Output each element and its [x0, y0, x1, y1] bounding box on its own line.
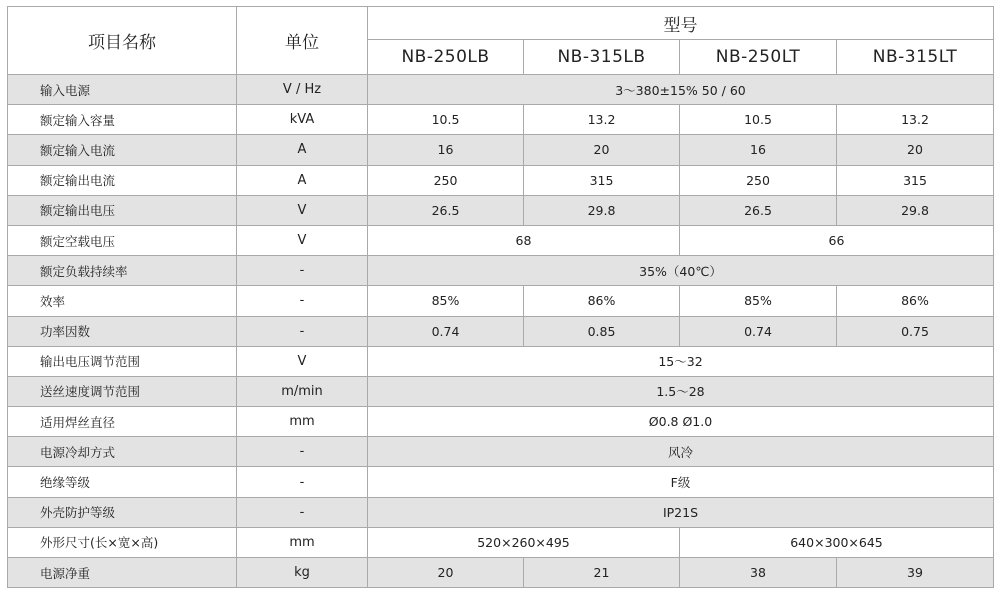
- row-unit: m/min: [237, 376, 368, 406]
- row-value: 520×260×495: [368, 527, 680, 557]
- row-value: 38: [680, 558, 837, 588]
- row-value: 16: [368, 135, 524, 165]
- row-value: 1.5～28: [368, 376, 994, 406]
- row-value: 3～380±15% 50 / 60: [368, 75, 994, 105]
- row-unit: mm: [237, 527, 368, 557]
- row-value: 85%: [368, 286, 524, 316]
- header-model: 型号: [368, 7, 994, 40]
- row-value: 26.5: [680, 195, 837, 225]
- row-value: 250: [368, 165, 524, 195]
- row-value: 250: [680, 165, 837, 195]
- table-row: [8, 165, 994, 195]
- row-name: 效率: [8, 286, 237, 316]
- header-model-3: NB-250LT: [680, 40, 837, 75]
- table-row: [8, 467, 994, 497]
- row-value: IP21S: [368, 497, 994, 527]
- row-unit: -: [237, 467, 368, 497]
- table-row: [8, 558, 994, 588]
- row-value: 86%: [837, 286, 994, 316]
- row-unit: mm: [237, 407, 368, 437]
- row-name: 额定输出电流: [8, 165, 237, 195]
- row-value: 85%: [680, 286, 837, 316]
- table-row: [8, 437, 994, 467]
- row-name: 外形尺寸(长×宽×高): [8, 527, 237, 557]
- row-value: 20: [368, 558, 524, 588]
- row-value: 10.5: [368, 105, 524, 135]
- row-value: F级: [368, 467, 994, 497]
- table-row: [8, 225, 994, 255]
- row-name: 电源冷却方式: [8, 437, 237, 467]
- table-row: [8, 316, 994, 346]
- spec-table: [7, 6, 994, 588]
- header-item-name: 项目名称: [8, 7, 237, 75]
- row-value: 26.5: [368, 195, 524, 225]
- row-value: 66: [680, 225, 994, 255]
- row-unit: -: [237, 316, 368, 346]
- table-row: [8, 286, 994, 316]
- table-row: [8, 105, 994, 135]
- header-row: [8, 7, 994, 40]
- row-value: 315: [524, 165, 680, 195]
- row-name: 额定负载持续率: [8, 256, 237, 286]
- row-unit: -: [237, 497, 368, 527]
- row-name: 送丝速度调节范围: [8, 376, 237, 406]
- row-name: 输入电源: [8, 75, 237, 105]
- table-row: [8, 135, 994, 165]
- header-model-1: NB-250LB: [368, 40, 524, 75]
- row-value: 0.85: [524, 316, 680, 346]
- row-unit: A: [237, 135, 368, 165]
- row-value: 风冷: [368, 437, 994, 467]
- row-value: 15～32: [368, 346, 994, 376]
- row-value: 39: [837, 558, 994, 588]
- table-row: [8, 407, 994, 437]
- row-name: 额定输出电压: [8, 195, 237, 225]
- row-value: 29.8: [837, 195, 994, 225]
- header-model-4: NB-315LT: [837, 40, 994, 75]
- table-row: [8, 376, 994, 406]
- row-unit: V: [237, 195, 368, 225]
- row-unit: A: [237, 165, 368, 195]
- row-unit: -: [237, 437, 368, 467]
- table-row: [8, 256, 994, 286]
- row-value: 0.74: [680, 316, 837, 346]
- row-value: 68: [368, 225, 680, 255]
- header-unit: 单位: [237, 7, 368, 75]
- table-row: [8, 346, 994, 376]
- row-value: 20: [837, 135, 994, 165]
- row-value: 0.74: [368, 316, 524, 346]
- row-value: 21: [524, 558, 680, 588]
- row-unit: kVA: [237, 105, 368, 135]
- header-model-2: NB-315LB: [524, 40, 680, 75]
- row-value: 10.5: [680, 105, 837, 135]
- row-unit: kg: [237, 558, 368, 588]
- row-unit: V: [237, 346, 368, 376]
- row-name: 功率因数: [8, 316, 237, 346]
- row-unit: V / Hz: [237, 75, 368, 105]
- row-unit: V: [237, 225, 368, 255]
- row-unit: -: [237, 286, 368, 316]
- row-unit: -: [237, 256, 368, 286]
- row-name: 输出电压调节范围: [8, 346, 237, 376]
- row-value: 86%: [524, 286, 680, 316]
- row-value: 13.2: [524, 105, 680, 135]
- row-name: 电源净重: [8, 558, 237, 588]
- row-name: 绝缘等级: [8, 467, 237, 497]
- table-row: [8, 75, 994, 105]
- row-value: 29.8: [524, 195, 680, 225]
- row-name: 外壳防护等级: [8, 497, 237, 527]
- row-name: 额定输入电流: [8, 135, 237, 165]
- row-name: 额定空载电压: [8, 225, 237, 255]
- row-value: 16: [680, 135, 837, 165]
- row-value: 315: [837, 165, 994, 195]
- row-name: 额定输入容量: [8, 105, 237, 135]
- table-row: [8, 195, 994, 225]
- row-value: 35%（40℃）: [368, 256, 994, 286]
- spec-table-container: [7, 6, 994, 588]
- row-value: 0.75: [837, 316, 994, 346]
- row-name: 适用焊丝直径: [8, 407, 237, 437]
- row-value: 640×300×645: [680, 527, 994, 557]
- row-value: Ø0.8 Ø1.0: [368, 407, 994, 437]
- table-row: [8, 527, 994, 557]
- row-value: 20: [524, 135, 680, 165]
- row-value: 13.2: [837, 105, 994, 135]
- table-row: [8, 497, 994, 527]
